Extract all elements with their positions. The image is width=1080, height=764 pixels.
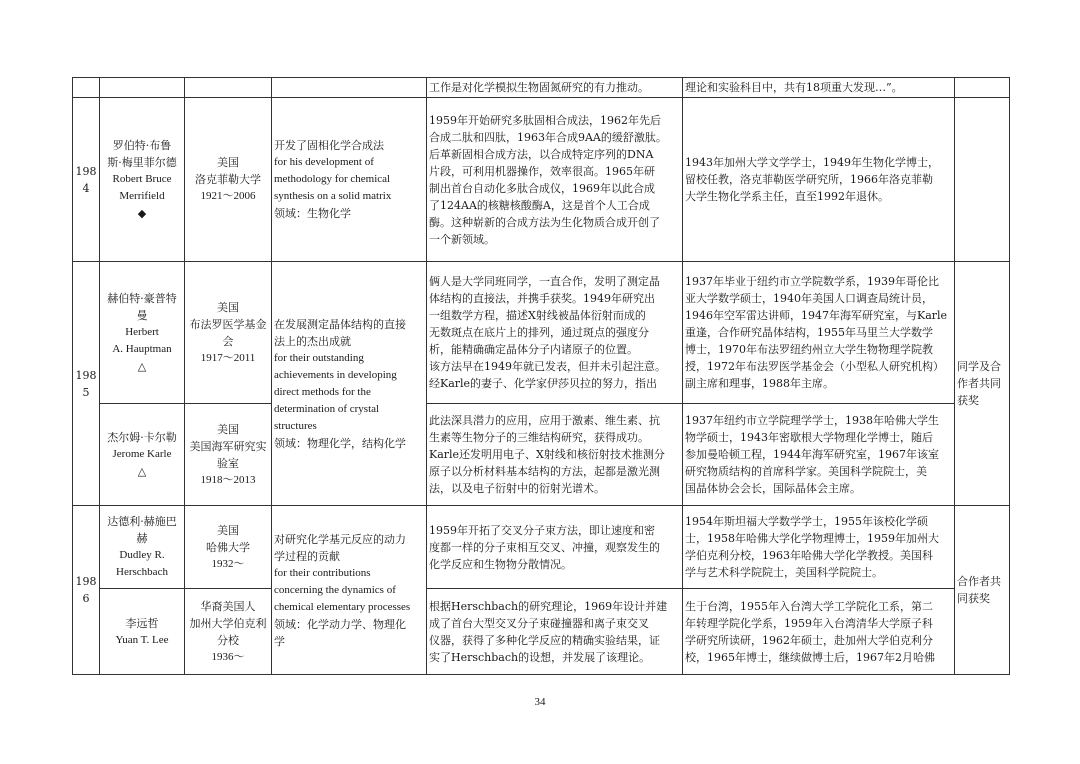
laureate-name-cell	[100, 589, 185, 675]
bio-line: 士，1958年哈佛大学化学物理博士，1959年加州大	[685, 532, 939, 545]
detail-line: 一组数学方程，描述X射线被晶体衍射而成的	[429, 309, 646, 322]
name-line: Merrifield	[119, 190, 165, 202]
detail-cell	[427, 262, 683, 404]
name-line: 曼	[136, 309, 148, 322]
name-line: Yuan T. Lee	[115, 633, 169, 646]
table-row-1985-karle	[73, 404, 1010, 506]
bio-cell	[683, 262, 955, 404]
diamond-symbol: ◆	[137, 207, 147, 220]
bio-line: 国晶体协会会长，国际晶体会主席。	[685, 482, 861, 495]
nat-line: 验室	[217, 456, 239, 470]
bio-cell	[683, 589, 955, 675]
detail-line: 1959年开拓了交叉分子束方法，即让速度和密	[429, 523, 655, 537]
contribution-cell	[272, 78, 427, 98]
nat-line: 美国	[217, 422, 239, 436]
detail-cell	[427, 589, 683, 675]
detail-line: 成了首台大型交叉分子束碰撞器和离子束交叉	[429, 616, 649, 630]
contrib-line: 开发了固相化学合成法	[274, 139, 384, 152]
bio-line: 重逢，合作研究晶体结构，1955年马里兰大学数学	[685, 326, 933, 339]
nationality-cell	[185, 78, 272, 98]
name-line: 赫伯特·豪普特	[107, 292, 177, 305]
contrib-line: 领域：化学动力学、物理化	[274, 617, 406, 631]
contrib-line: methodology for chemical	[274, 173, 391, 185]
detail-cell	[427, 98, 683, 262]
bio-line: 参加曼哈顿工程，1944年海军研究室，1967年该室	[685, 448, 939, 461]
name-line: 赫	[136, 532, 148, 545]
laureate-name-cell	[100, 506, 185, 589]
detail-line: 制出首台自动化多肽合成仪，1969年以此合成	[429, 181, 655, 195]
contrib-line: 领域：物理化学，结构化学	[274, 436, 406, 450]
detail-line: 此法深具潜力的应用，应用于激素、维生素、抗	[429, 414, 660, 427]
name-cell	[100, 78, 185, 98]
note-cell: 合作者共同获奖	[955, 506, 1010, 675]
detail-cell	[427, 506, 683, 589]
nat-line: 美国	[217, 156, 239, 169]
detail-line: 化学反应和生物物分散情况。	[429, 557, 572, 571]
bio-cell	[683, 98, 955, 262]
nat-line: 美国	[217, 523, 239, 537]
laureate-name-cell	[100, 262, 185, 404]
bio-line: 授，1972年布法罗医学基金会（小型私人研究机构）	[685, 360, 944, 373]
name-line: Herbert	[125, 326, 159, 338]
year-cell	[73, 78, 100, 98]
detail-line: 合成二肽和四肽，1963年合成9AA的缓舒激肽。	[429, 130, 667, 144]
contrib-line: structures	[274, 419, 317, 432]
detail-line: 该方法早在1949年就已发表，但并未引起注意。	[429, 360, 666, 373]
bio-line: 亚大学数学硕士，1940年美国人口调查局统计员，	[685, 292, 933, 305]
nationality-cell	[185, 98, 272, 262]
detail-line: 后革新固相合成方法，以合成特定序列的DNA	[429, 147, 654, 161]
contrib-line: synthesis on a solid matrix	[274, 190, 392, 202]
table-row-1986-lee	[73, 589, 1010, 675]
name-line: A. Hauptman	[112, 343, 172, 355]
name-line: 杰尔姆·卡尔勒	[107, 431, 177, 444]
nat-line: 1917～2011	[200, 351, 256, 364]
table-row-continued	[73, 78, 1010, 98]
bio-line: 1937年毕业于纽约市立学院数学系，1939年哥伦比	[685, 275, 939, 288]
name-line: Herschbach	[116, 566, 168, 578]
nat-line: 会	[222, 334, 234, 348]
nat-line: 美国海军研究实	[189, 439, 267, 453]
bio-line: 博士，1970年布法罗纽约州立大学生物物理学院教	[685, 343, 933, 356]
detail-line: 片段，可利用机器操作，效率很高。1965年研	[429, 164, 655, 178]
contrib-line: 对研究化学基元反应的动力	[274, 532, 406, 546]
detail-line: 仪器，获得了多种化学反应的精确实验结果，证	[429, 633, 660, 647]
bio-line: 学研究所读研，1962年硕士，赴加州大学伯克利分	[685, 633, 933, 647]
laureate-table	[72, 77, 1010, 675]
note-cell: 同学及合作者共同获奖	[955, 262, 1010, 506]
detail-cell	[427, 78, 683, 98]
detail-line: 度都一样的分子束相互交叉、冲撞，观察发生的	[429, 540, 660, 554]
bio-line: 留校任教，洛克菲勒医学研究所，1966年洛克菲勒	[685, 173, 933, 186]
bio-cell	[683, 78, 955, 98]
detail-line: 生素等生物分子的三维结构研究，获得成功。	[429, 431, 649, 444]
note-cell	[955, 98, 1010, 262]
name-line: 达德利·赫施巴	[107, 515, 177, 528]
contrib-line: 在发展测定晶体结构的直接	[274, 317, 406, 331]
contrib-line: chemical elementary processes	[274, 600, 411, 613]
detail-line: 根据Herschbach的研究理论，1969年设计并建	[429, 599, 668, 613]
contrib-line: 学	[274, 634, 285, 648]
bio-text: 理论和实验科目中，共有18项重大发现…”。	[685, 81, 903, 94]
nat-line: 加州大学伯克利	[189, 616, 267, 630]
contrib-line: for their contributions	[274, 566, 371, 579]
nat-line: 1918～2013	[200, 473, 256, 486]
detail-line: 析，能精确确定晶体分子内诸原子的位置。	[429, 343, 638, 356]
bio-line: 学伯克利分校，1963年哈佛大学化学教授。美国科	[685, 549, 933, 562]
contribution-cell	[272, 506, 427, 675]
nat-line: 布法罗医学基金	[189, 317, 267, 331]
contrib-line: direct methods for the	[274, 385, 371, 398]
bio-line: 生于台湾，1955年入台湾大学工学院化工系，第二	[685, 599, 933, 613]
nat-line: 洛克菲勒大学	[195, 173, 261, 186]
nationality-cell	[185, 404, 272, 506]
contrib-line: 学过程的贡献	[274, 549, 340, 563]
note-cell	[955, 78, 1010, 98]
detail-text: 工作是对化学模拟生物固氮研究的有力推动。	[429, 81, 649, 94]
contrib-line: 法上的杰出成就	[274, 334, 351, 348]
nationality-cell	[185, 589, 272, 675]
nationality-cell	[185, 262, 272, 404]
triangle-symbol: △	[137, 360, 147, 373]
detail-line: 无数斑点在底片上的排列，通过斑点的强度分	[429, 326, 649, 339]
detail-line: 一个新领域。	[429, 232, 495, 246]
contribution-cell	[272, 262, 427, 506]
bio-line: 物学硕士，1943年密歇根大学物理化学博士，随后	[685, 431, 933, 444]
detail-cell	[427, 404, 683, 506]
contribution-cell	[272, 98, 427, 262]
year-cell: 1986	[73, 506, 100, 675]
detail-line: 实了Herschbach的设想，并发展了该理论。	[429, 650, 651, 664]
page-number: 34	[534, 696, 546, 708]
triangle-symbol: △	[137, 465, 147, 478]
nationality-cell	[185, 506, 272, 589]
detail-line: 经Karle的妻子、化学家伊莎贝拉的努力，指出	[429, 377, 658, 390]
detail-line: 了124AA的核糖核酸酶A，这是首个人工合成	[429, 198, 650, 212]
table-row-1984	[73, 98, 1010, 262]
nat-line: 哈佛大学	[206, 540, 250, 554]
table-row-1986-herschbach	[73, 506, 1010, 589]
name-line: Dudley R.	[119, 549, 165, 561]
detail-line: Karle还发明用电子、X射线和核衍射技术推测分	[429, 448, 665, 461]
bio-line: 1937年纽约市立学院理学学士，1938年哈佛大学生	[685, 414, 939, 427]
year-cell: 1984	[73, 98, 100, 262]
detail-line: 酶。这种崭新的合成方法为生化物质合成开创了	[429, 215, 660, 229]
bio-line: 大学生物化学系主任，直至1992年退休。	[685, 190, 889, 203]
contrib-line: determination of crystal	[274, 402, 380, 415]
nat-line: 分校	[217, 633, 239, 647]
nat-line: 华裔美国人	[200, 599, 256, 613]
nat-line: 1932～	[211, 557, 245, 570]
bio-line: 1943年加州大学文学学士，1949年生物化学博士，	[685, 156, 939, 169]
nat-line: 1936～	[211, 650, 245, 663]
detail-line: 俩人是大学同班同学，一直合作，发明了测定晶	[429, 275, 660, 288]
name-line: Robert Bruce	[112, 173, 172, 185]
bio-cell	[683, 506, 955, 589]
contrib-line: for his development of	[274, 156, 374, 168]
contrib-line: concerning the dynamics of	[274, 583, 396, 596]
table-row-1985-hauptman	[73, 262, 1010, 404]
name-line: 李远哲	[125, 616, 159, 630]
bio-line: 1954年斯坦福大学数学学士，1955年该校化学硕	[685, 515, 928, 528]
detail-line: 1959年开始研究多肽固相合成法，1962年先后	[429, 113, 661, 127]
detail-line: 法，以及电子衍射中的衍射光谱术。	[429, 482, 605, 495]
contrib-line: 领域：生物化学	[274, 207, 351, 220]
name-line: 罗伯特·布鲁	[112, 139, 172, 152]
bio-line: 年转理学院化学系，1959年入台湾清华大学原子科	[685, 616, 933, 630]
contrib-line: achievements in developing	[274, 368, 397, 381]
bio-cell	[683, 404, 955, 506]
detail-line: 体结构的直接法，并携手获奖。1949年研究出	[429, 292, 655, 305]
name-line: 斯·梅里菲尔德	[107, 156, 177, 169]
year-cell: 1985	[73, 262, 100, 506]
nat-line: 1921～2006	[200, 190, 256, 202]
contrib-line: for their outstanding	[274, 351, 364, 364]
bio-line: 校，1965年博士，继续做博士后，1967年2月哈佛	[685, 650, 935, 664]
bio-line: 1946年空军雷达讲师，1947年海军研究室，与Karle	[685, 309, 948, 322]
bio-line: 学与艺术科学院院士，美国科学院院士。	[685, 566, 883, 579]
laureate-name-cell	[100, 404, 185, 506]
detail-line: 原子以分析材料基本结构的方法，起都是激光测	[429, 465, 660, 478]
nat-line: 美国	[217, 300, 239, 314]
name-line: Jerome Karle	[112, 448, 172, 460]
laureate-name-cell	[100, 98, 185, 262]
bio-line: 副主席和理事，1988年主席。	[685, 377, 834, 390]
bio-line: 研究物质结构的首席科学家。美国科学院院士，美	[685, 465, 927, 478]
